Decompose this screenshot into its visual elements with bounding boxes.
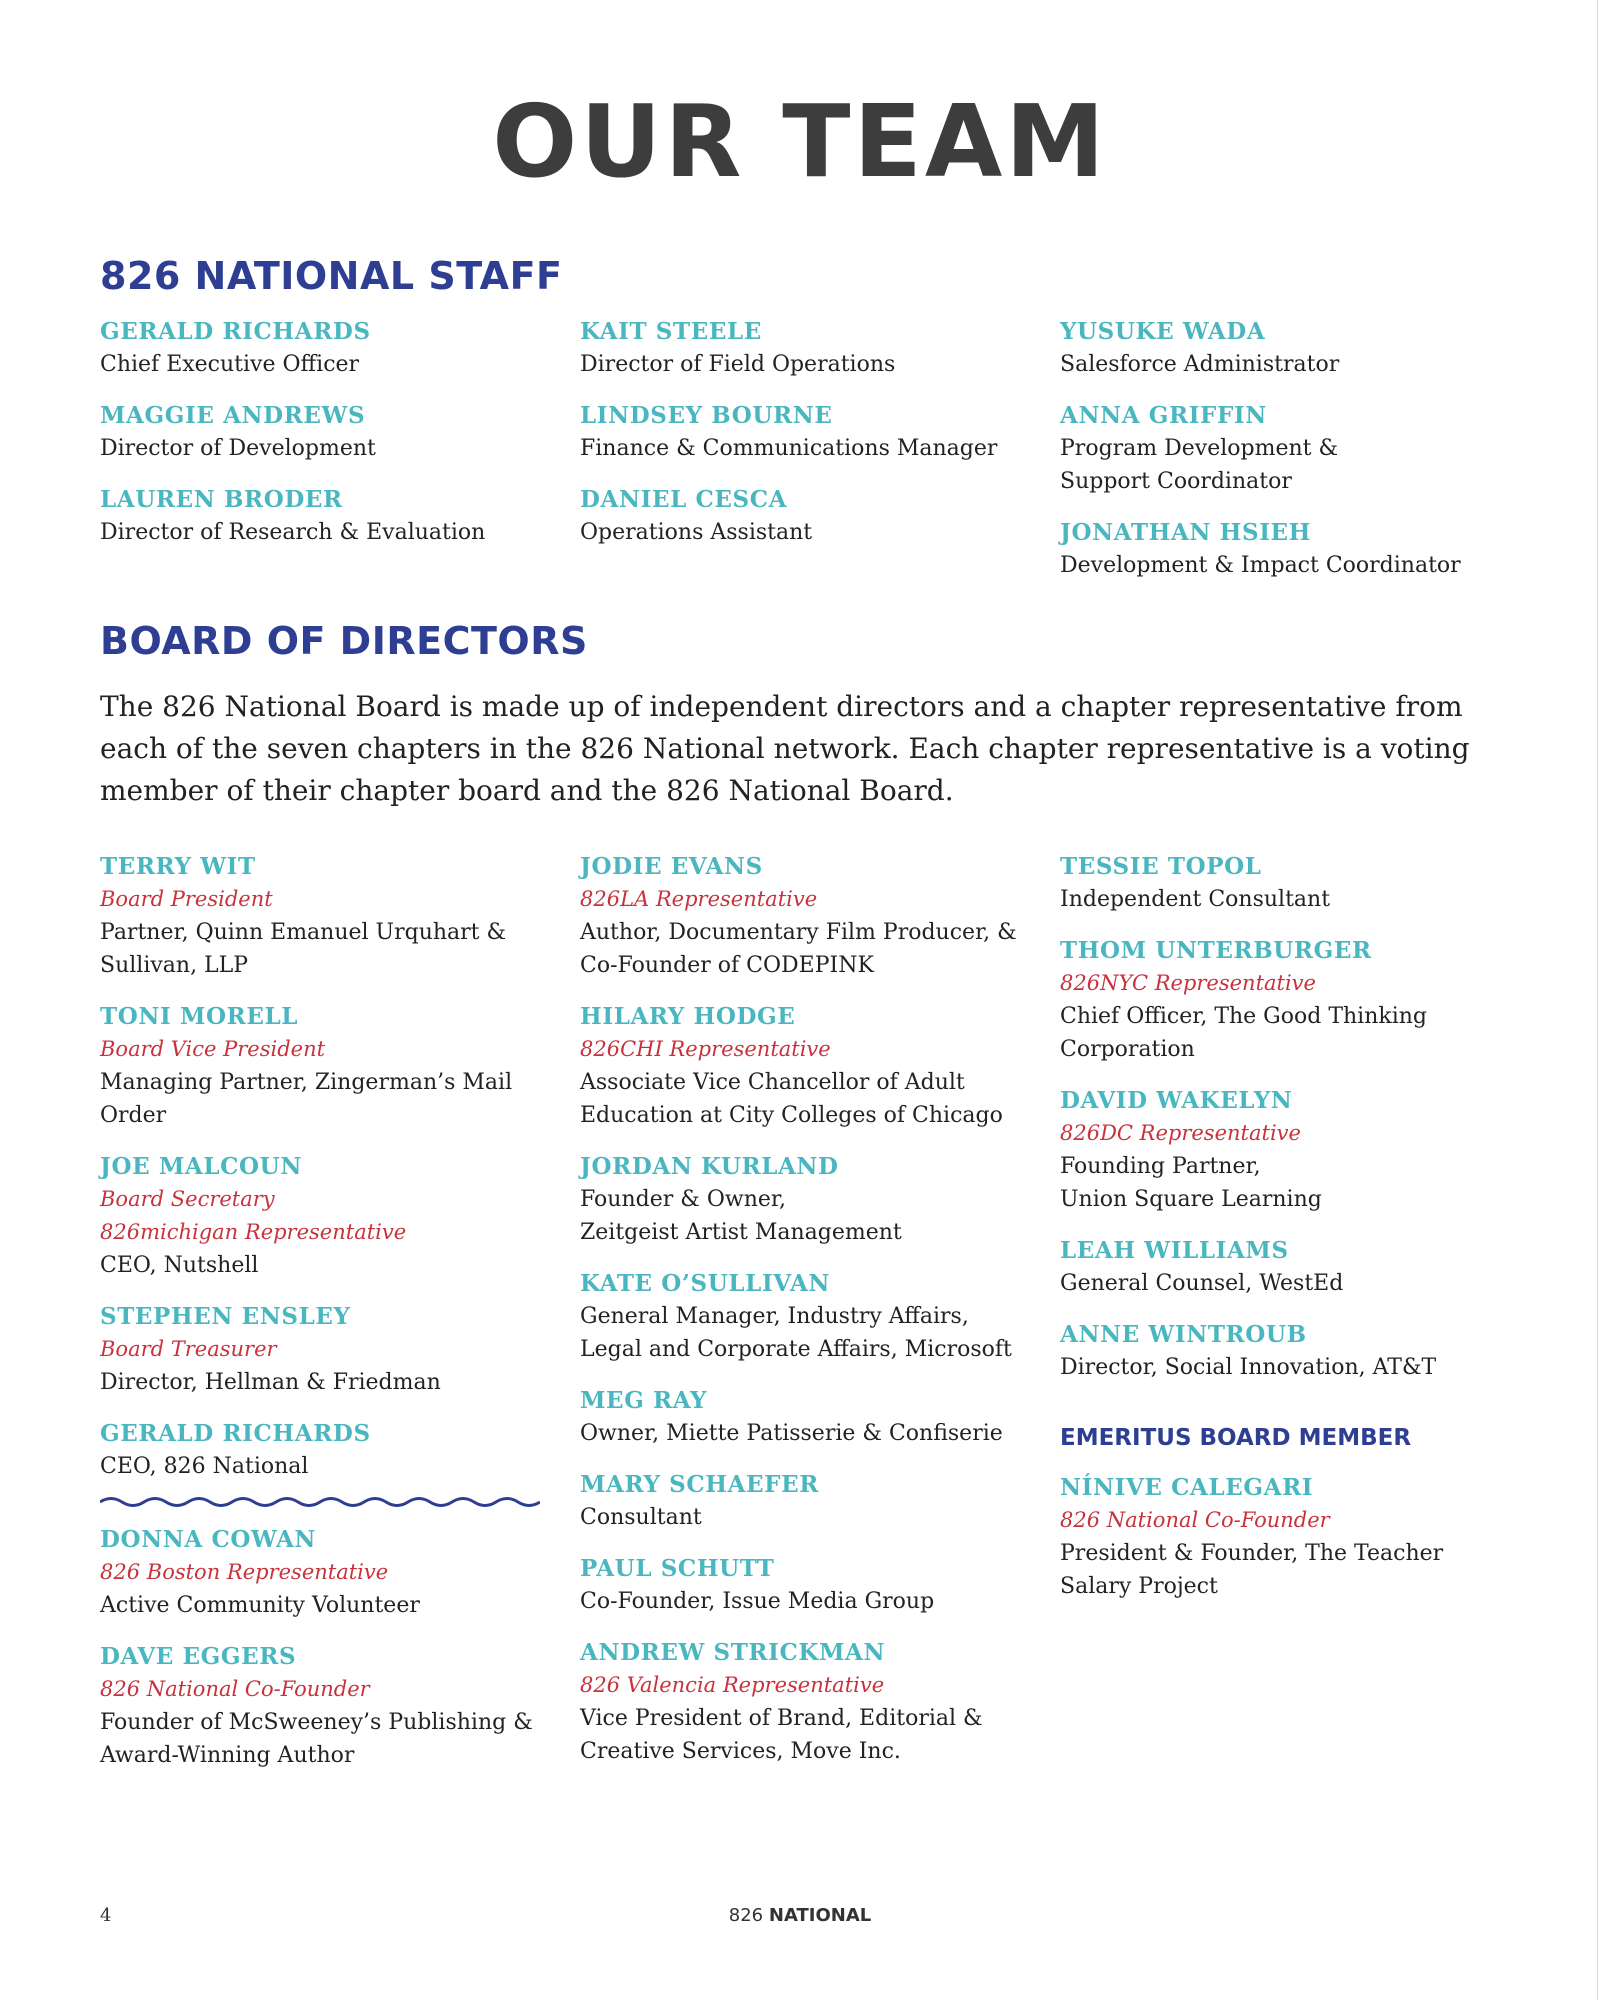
person-title: Support Coordinator [1060,469,1292,494]
person-name: PAUL SCHUTT [580,1555,775,1582]
board-heading: BOARD OF DIRECTORS [100,619,588,663]
person-name: DONNA COWAN [100,1526,317,1553]
person-role: 826 Valencia Representative [580,1673,885,1697]
person-title: Chief Officer, The Good Thinking [1060,1004,1427,1029]
person-role: 826CHI Representative [580,1037,831,1061]
person-title: Co-Founder, Issue Media Group [580,1589,935,1614]
person-entry [580,1468,1017,1534]
person-entry [1060,315,1461,381]
person-role: Board Vice President [100,1037,326,1061]
person-role: 826DC Representative [1060,1121,1301,1145]
person-name: KAIT STEELE [580,318,762,345]
person-title: Author, Documentary Film Producer, & [580,920,1017,945]
person-role: Board President [100,887,273,911]
person-title: Development & Impact Coordinator [1060,553,1461,578]
person-entry [100,483,485,549]
person-name: GERALD RICHARDS [100,318,371,345]
person-entry [100,399,485,465]
person-entry [580,850,1017,982]
person-name: HILARY HODGE [580,1003,796,1030]
person-entry [580,1000,1017,1132]
person-title: Co-Founder of CODEPINK [580,953,874,978]
board-intro: The 826 National Board is made up of independent directors and a chapter representative from each of the seven chapters in the 826 National network. Each chapter representative is a voting member of their chapter board and the 826 National Board. [100,690,1470,807]
person-name: MEG RAY [580,1387,708,1414]
person-name: JOE MALCOUN [100,1153,302,1180]
person-title: CEO, 826 National [100,1454,309,1479]
person-entry [580,1150,1017,1249]
footer-brand [0,1905,1600,1926]
person-role: 826 National Co-Founder [1060,1508,1330,1532]
person-entry [1060,850,1443,916]
person-name: NÍNIVE CALEGARI [1060,1474,1314,1501]
person-name: MARY SCHAEFER [580,1471,819,1498]
staff-column-1 [100,315,485,567]
person-name: LAUREN BRODER [100,486,343,513]
person-entry [580,399,997,465]
person-title: Independent Consultant [1060,887,1331,912]
person-entry [100,1000,540,1132]
person-title: Owner, Miette Patisserie & Confiserie [580,1421,1003,1446]
person-entry [100,315,485,381]
person-entry [100,1523,540,1622]
person-title: Director, Social Innovation, AT&T [1060,1355,1437,1380]
person-role: Board Treasurer [100,1337,277,1361]
staff-column-2 [580,315,997,567]
person-name: ANDREW STRICKMAN [580,1639,886,1666]
footer-brand-name: NATIONAL [768,1905,872,1926]
person-entry [580,1384,1017,1450]
wave-divider [100,1495,540,1509]
person-title: Active Community Volunteer [100,1593,420,1618]
person-name: ANNE WINTROUB [1060,1321,1307,1348]
person-title: Director of Research & Evaluation [100,520,486,545]
person-name: JODIE EVANS [580,853,763,880]
person-entry [100,1640,540,1772]
person-entry [1060,934,1443,1066]
person-title: Finance & Communications Manager [580,436,998,461]
person-name: DAVID WAKELYN [1060,1087,1293,1114]
board-column-2 [580,850,1017,1786]
person-name: JORDAN KURLAND [580,1153,839,1180]
person-title: Managing Partner, Zingerman’s Mail [100,1070,513,1095]
person-name: TESSIE TOPOL [1060,853,1262,880]
person-title: Consultant [580,1505,702,1530]
person-role: 826michigan Representative [100,1220,407,1244]
emeritus-heading: EMERITUS BOARD MEMBER [1060,1425,1412,1451]
person-name: LEAH WILLIAMS [1060,1237,1289,1264]
person-name: TONI MORELL [100,1003,299,1030]
person-name: JONATHAN HSIEH [1060,519,1312,546]
person-name: THOM UNTERBURGER [1060,937,1372,964]
person-title: Order [100,1103,167,1128]
person-entry [580,315,997,381]
person-name: YUSUKE WADA [1060,318,1266,345]
person-entry [100,850,540,982]
staff-heading: 826 NATIONAL STAFF [100,254,563,298]
board-column-3 [1060,850,1443,1621]
page-title: OUR TEAM [492,83,1108,200]
person-role: 826LA Representative [580,887,818,911]
person-title: Salary Project [1060,1574,1218,1599]
person-name: MAGGIE ANDREWS [100,402,366,429]
person-title: Creative Services, Move Inc. [580,1739,901,1764]
person-title: Vice President of Brand, Editorial & [580,1706,983,1731]
person-title: Associate Vice Chancellor of Adult [580,1070,965,1095]
person-role: 826 National Co-Founder [100,1677,370,1701]
person-title: Founder of McSweeney’s Publishing & [100,1710,533,1735]
footer-brand-number: 826 [728,1905,764,1926]
person-role: Board Secretary [100,1187,275,1211]
person-role: 826 Boston Representative [100,1560,389,1584]
person-entry [100,1300,540,1399]
person-name: DANIEL CESCA [580,486,788,513]
person-title: General Counsel, WestEd [1060,1271,1344,1296]
person-title: Founding Partner, [1060,1154,1261,1179]
person-title: Director of Development [100,436,376,461]
person-title: Sullivan, LLP [100,953,249,978]
person-role: 826NYC Representative [1060,971,1316,995]
person-title: General Manager, Industry Affairs, [580,1304,969,1329]
person-entry [1060,1471,1443,1603]
person-name: LINDSEY BOURNE [580,402,833,429]
person-title: Director, Hellman & Friedman [100,1370,441,1395]
person-title: Zeitgeist Artist Management [580,1220,902,1245]
person-name: ANNA GRIFFIN [1060,402,1267,429]
staff-column-3 [1060,315,1461,600]
person-entry [580,1636,1017,1768]
person-title: President & Founder, The Teacher [1060,1541,1444,1566]
person-title: Chief Executive Officer [100,352,360,377]
person-entry [1060,1084,1443,1216]
person-entry [580,1267,1017,1366]
person-title: Program Development & [1060,436,1339,461]
person-entry [1060,1234,1443,1300]
person-title: Operations Assistant [580,520,813,545]
person-entry [580,1552,1017,1618]
person-name: GERALD RICHARDS [100,1420,371,1447]
person-title: Founder & Owner, [580,1187,786,1212]
person-title: Corporation [1060,1037,1195,1062]
person-title: Legal and Corporate Affairs, Microsoft [580,1337,1012,1362]
person-title: Director of Field Operations [580,352,896,377]
person-title: Award-Winning Author [100,1743,355,1768]
person-title: Union Square Learning [1060,1187,1322,1212]
person-title: Education at City Colleges of Chicago [580,1103,1003,1128]
person-entry [1060,516,1461,582]
person-entry [100,1417,540,1483]
person-name: KATE O’SULLIVAN [580,1270,831,1297]
person-entry [1060,1318,1443,1384]
person-name: DAVE EGGERS [100,1643,297,1670]
person-entry [580,483,997,549]
person-entry [1060,399,1461,498]
page-number: 4 [100,1905,112,1926]
person-title: Partner, Quinn Emanuel Urquhart & [100,920,507,945]
person-name: STEPHEN ENSLEY [100,1303,351,1330]
person-title: CEO, Nutshell [100,1253,259,1278]
board-column-1 [100,850,540,1790]
person-name: TERRY WIT [100,853,256,880]
page-edge-line [1597,0,1598,2000]
person-entry [100,1150,540,1282]
person-title: Salesforce Administrator [1060,352,1340,377]
